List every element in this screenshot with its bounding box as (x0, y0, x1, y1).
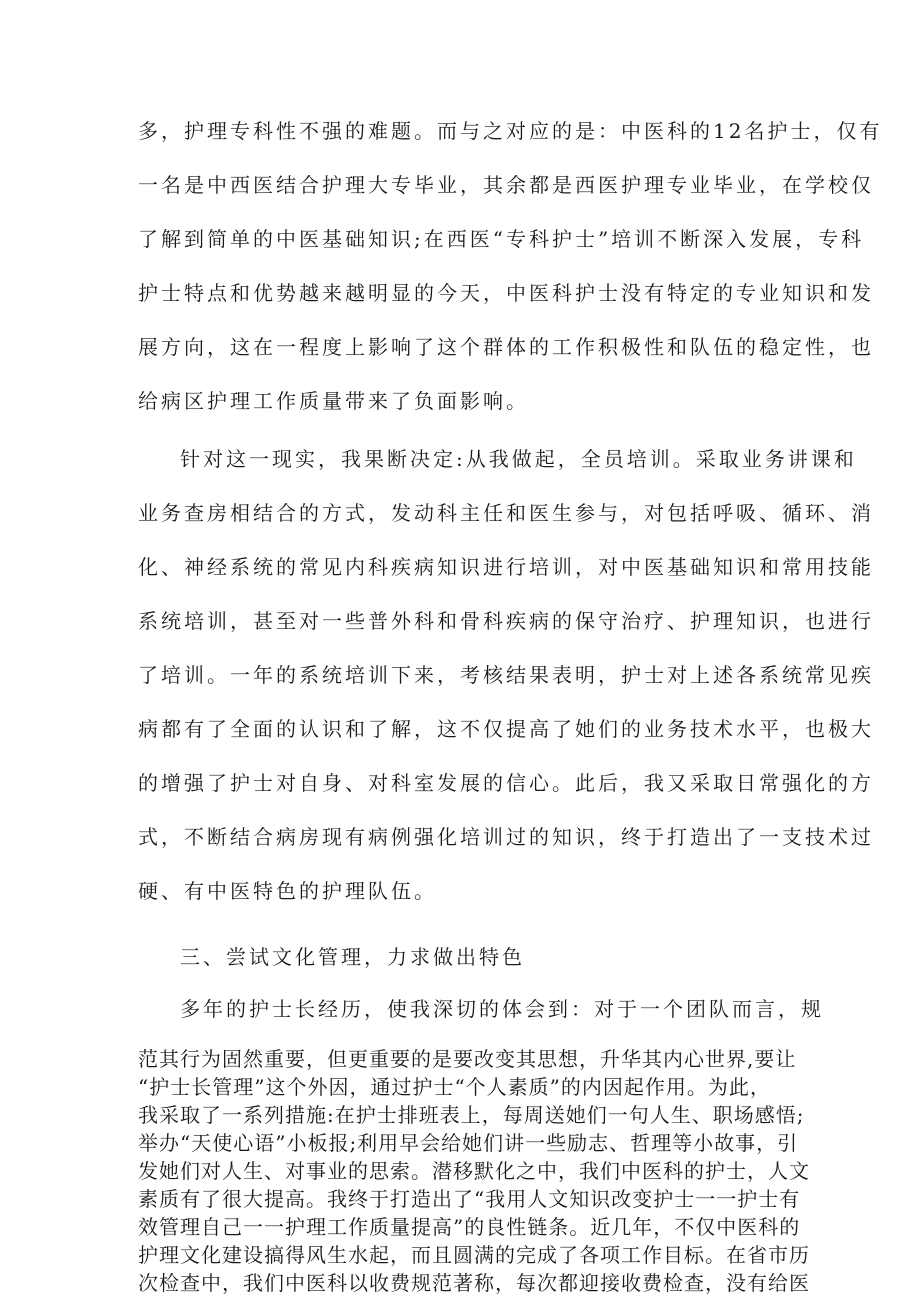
text-line: 次检查中，我们中医科以收费规范著称，每次都迎接收费检查，没有给医 (138, 1271, 810, 1295)
text-line: 化、神经系统的常见内科疾病知识进行培训，对中医基础知识和常用技能 (138, 555, 874, 579)
text-line: 给病区护理工作质量带来了负面影响。 (138, 389, 529, 413)
text-line: 发她们对人生、对事业的思索。潜移默化之中，我们中医科的护士，人文 (138, 1159, 810, 1183)
text-line: 病都有了全面的认识和了解，这不仅提高了她们的业务技术水平，也极大 (138, 717, 874, 741)
text-line: 针对这一现实，我果断决定:从我做起，全员培训。采取业务讲课和 (180, 447, 857, 471)
text-line: 的增强了护士对自身、对科室发展的信心。此后，我又采取日常强化的方 (138, 771, 874, 795)
text-line: 展方向，这在一程度上影响了这个群体的工作积极性和队伍的稳定性，也 (138, 335, 874, 359)
text-line: 式，不断结合病房现有病例强化培训过的知识，终于打造出了一支技术过 (138, 825, 874, 849)
text-line: “护士长管理”这个外因，通过护士“个人素质”的内因起作用。为此， (138, 1075, 771, 1099)
text-line: 范其行为固然重要，但更重要的是要改变其思想，升华其内心世界,要让 (138, 1047, 797, 1071)
text-line: 护理文化建设搞得风生水起，而且圆满的完成了各项工作目标。在省市历 (138, 1243, 810, 1267)
text-line: 举办“天使心语”小板报;利用早会给她们讲一些励志、哲理等小故事，引 (138, 1131, 799, 1155)
text-line: 效管理自己一一护理工作质量提高”的良性链条。近几年，不仅中医科的 (138, 1215, 801, 1239)
text-line: 业务查房相结合的方式，发动科主任和医生参与，对包括呼吸、循环、消 (138, 501, 874, 525)
text-line: 素质有了很大提高。我终于打造出了“我用人文知识改变护士一一护士有 (138, 1187, 801, 1211)
text-line: 了解到简单的中医基础知识;在西医“专科护士”培训不断深入发展，专科 (138, 227, 865, 251)
section-heading: 三、尝试文化管理，力求做出特色 (180, 945, 525, 969)
text-line: 一名是中西医结合护理大专毕业，其余都是西医护理专业毕业，在学校仅 (138, 173, 874, 197)
text-line: 护士特点和优势越来越明显的今天，中医科护士没有特定的专业知识和发 (138, 281, 874, 305)
text-line: 我采取了一系列措施:在护士排班表上，每周送她们一句人生、职场感悟; (138, 1103, 805, 1127)
text-line: 了培训。一年的系统培训下来，考核结果表明，护士对上述各系统常见疾 (138, 663, 874, 687)
text-line: 系统培训，甚至对一些普外科和骨科疾病的保守治疗、护理知识，也进行 (138, 609, 874, 633)
text-line: 多，护理专科性不强的难题。而与之对应的是：中医科的12名护士，仅有 (138, 119, 883, 143)
text-line: 硬、有中医特色的护理队伍。 (138, 879, 437, 903)
text-line: 多年的护士长经历，使我深切的体会到：对于一个团队而言，规 (180, 997, 824, 1021)
